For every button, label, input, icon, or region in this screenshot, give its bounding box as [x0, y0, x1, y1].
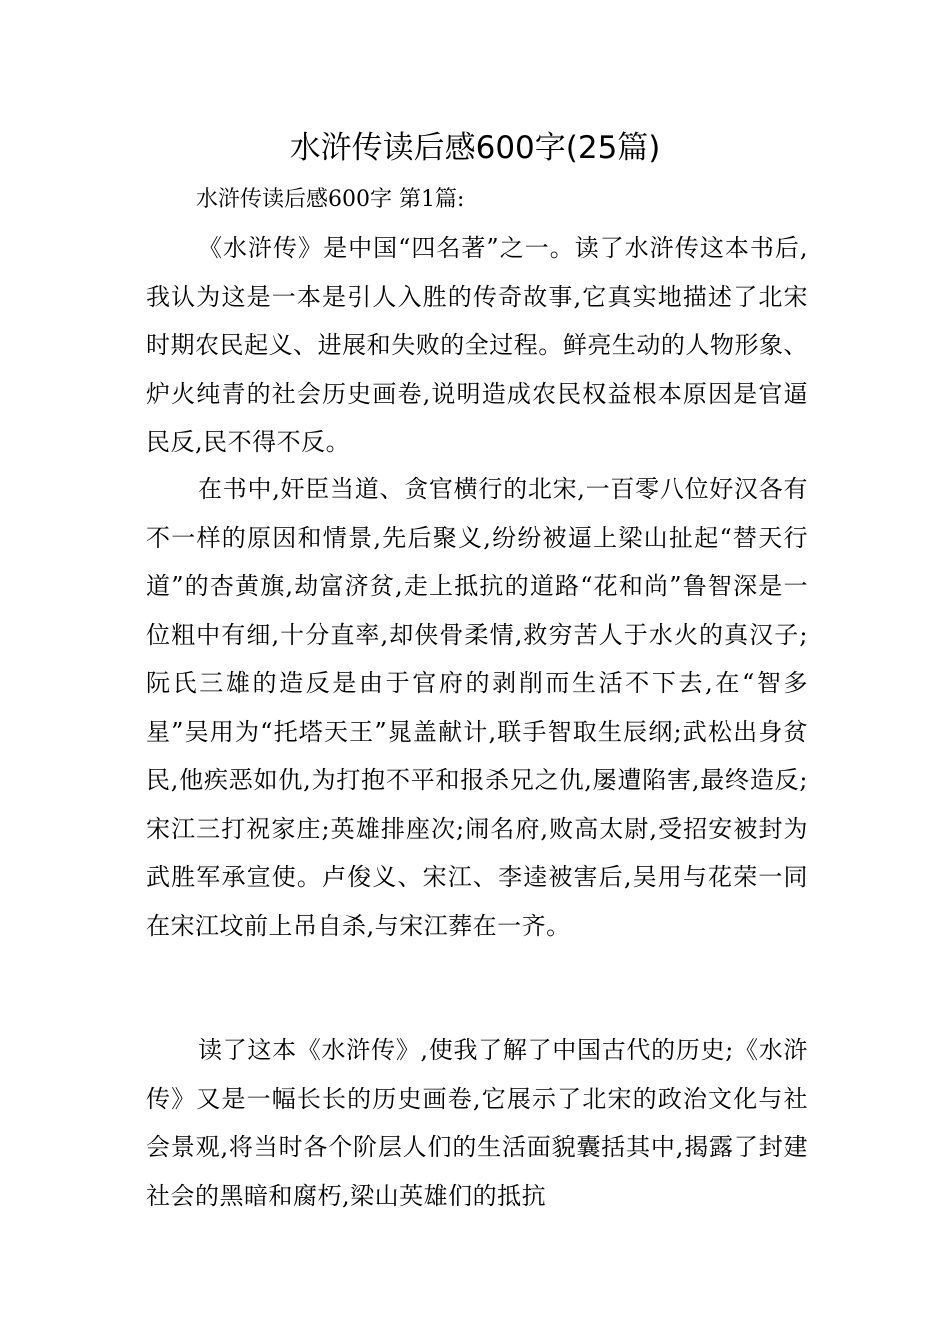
paragraph-1: 《水浒传》是中国“四名著”之一。读了水浒传这本书后,我认为这是一本是引人入胜的传奇故事,它真实地描述了北宋时期农民起义、进展和失败的全过程。鲜亮生动的人物形象、炉火纯青的社会历史画卷,说明造成农民权益根本原因是官逼民反,民不得不反。 [146, 234, 808, 456]
paragraph-2: 在书中,奸臣当道、贪官横行的北宋,一百零八位好汉各有不一样的原因和情景,先后聚义,纷纷被逼上梁山扯起“替天行道”的杏黄旗,劫富济贫,走上抵抗的道路“花和尚”鲁智深是一位粗中有细,十分直率,却侠骨柔情,救穷苦人于水火的真汉子;阮氏三雄的造反是由于官府的剥削而生活不下去,在“智多星”吴用为“托塔天王”晁盖献计,联手智取生辰纲;武松出身贫民,他疾恶如仇,为打抱不平和报杀兄之仇,屡遭陷害,最终造反;宋江三打祝家庄;英雄排座次;闹名府,败高太尉,受招安被封为武胜军承宣使。卢俊义、宋江、李逵被害后,吴用与花荣一同在宋江坟前上吊自杀,与宋江葬在一齐。 [146, 475, 808, 940]
paragraph-3: 读了这本《水浒传》,使我了解了中国古代的历史;《水浒传》又是一幅长长的历史画卷,它展示了北宋的政治文化与社会景观,将当时各个阶层人们的生活面貌囊括其中,揭露了封建社会的黑暗和腐朽,梁山英雄们的抵抗 [146, 1036, 808, 1210]
section-heading: 水浒传读后感600字 第1篇: [196, 187, 465, 212]
document-title: 水浒传读后感600字(25篇) [289, 130, 661, 166]
